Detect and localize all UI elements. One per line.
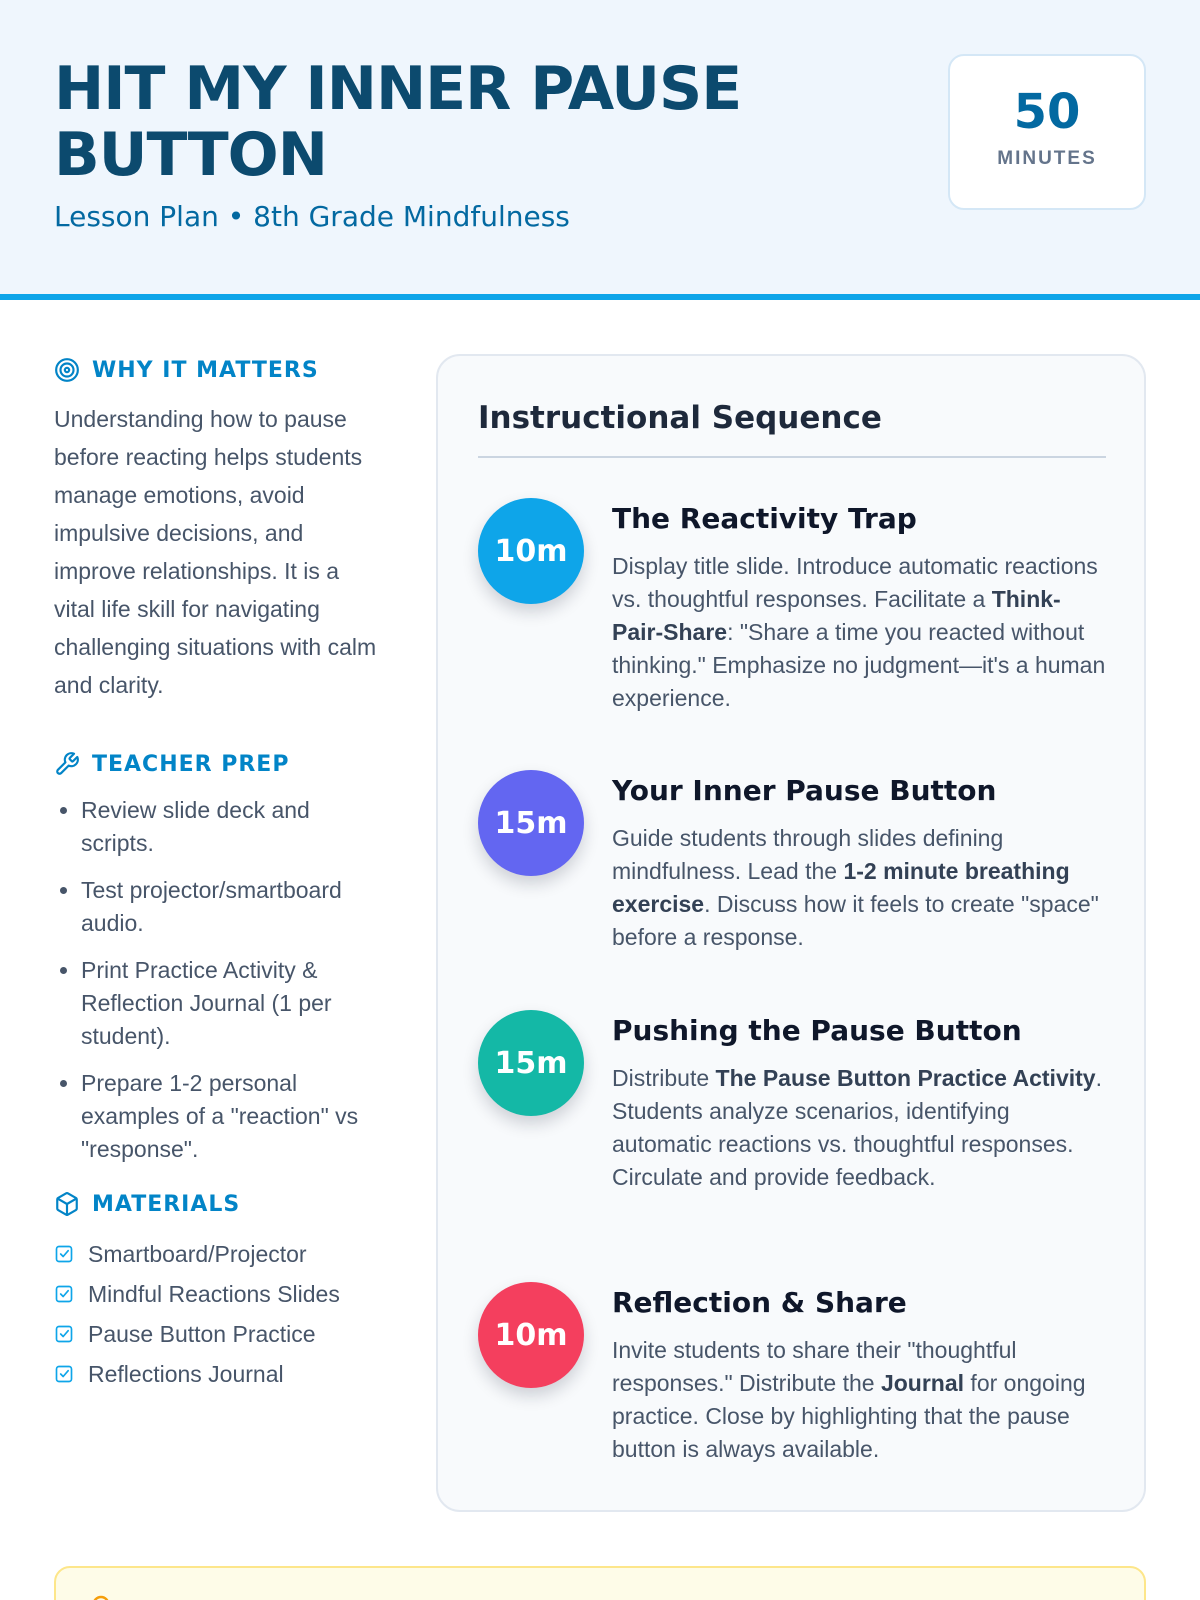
- why-text: Understanding how to pause before reacting helps students manage emotions, avoid impulsive decisions, and improve relationships. It is a vital life skill for navigating challenging situations with calm and clarity.: [54, 406, 377, 698]
- list-item: [54, 1274, 384, 1314]
- list-item: [54, 1234, 384, 1274]
- target-icon: [54, 357, 80, 383]
- list-item: • Review slide deck and scripts.: [81, 794, 384, 860]
- time-badge: 15m: [478, 770, 584, 876]
- list-item: • Print Practice Activity & Reflection Journal (1 per student).: [81, 954, 384, 1053]
- step-title: Pushing the Pause Button: [612, 1014, 1022, 1047]
- divider: [478, 456, 1106, 458]
- list-item: [54, 1354, 384, 1394]
- materials-heading: [54, 1184, 384, 1224]
- time-badge: 10m: [478, 1282, 584, 1388]
- step-description: Display title slide. Introduce automatic reactions vs. thoughtful responses. Facilitate a Think-Pair-Share: "Share a time you reacted without thinking." Emphasize no judgment—it's a human experience.: [612, 553, 1106, 711]
- duration-value: 50: [1013, 84, 1081, 140]
- step-title: Your Inner Pause Button: [612, 774, 997, 807]
- checkbox-checked-icon: [54, 1284, 74, 1304]
- lightbulb-icon: [86, 1592, 116, 1600]
- page-title: HIT MY INNER PAUSE BUTTON: [54, 54, 742, 190]
- duration-card: [948, 54, 1146, 210]
- list-item: [54, 1314, 384, 1354]
- materials-list: [54, 1234, 384, 1394]
- time-badge: 10m: [478, 498, 584, 604]
- time-badge: 15m: [478, 1010, 584, 1116]
- checkbox-checked-icon: [54, 1244, 74, 1264]
- page-subtitle: Lesson Plan • 8th Grade Mindfulness: [54, 200, 570, 233]
- duration-unit: MINUTES: [997, 148, 1097, 169]
- prep-heading: [54, 744, 384, 784]
- why-heading: [54, 350, 384, 390]
- why-heading-label: WHY IT MATTERS: [92, 357, 319, 383]
- step-title: Reflection & Share: [612, 1286, 907, 1319]
- materials-heading-label: MATERIALS: [92, 1191, 241, 1217]
- wrench-icon: [54, 751, 80, 777]
- material-label: Reflections Journal: [88, 1360, 284, 1387]
- prep-list: [54, 794, 384, 1166]
- checkbox-checked-icon: [54, 1364, 74, 1384]
- note-box: [54, 1566, 1146, 1600]
- material-label: Smartboard/Projector: [88, 1240, 307, 1267]
- page-header: [0, 0, 1200, 300]
- step-description: Invite students to share their "thoughtful responses." Distribute the Journal for ongoing practice. Close by highlighting that the pause button is always available.: [612, 1337, 1086, 1462]
- list-item: • Test projector/smartboard audio.: [81, 874, 384, 940]
- box-icon: [54, 1191, 80, 1217]
- checkbox-checked-icon: [54, 1324, 74, 1344]
- step-title: The Reactivity Trap: [612, 502, 917, 535]
- step-description: Distribute The Pause Button Practice Activity. Students analyze scenarios, identifying automatic reactions vs. thoughtful responses. Circulate and provide feedback.: [612, 1065, 1102, 1190]
- list-item: • Prepare 1-2 personal examples of a "reaction" vs "response".: [81, 1067, 384, 1166]
- sidebar: [54, 350, 384, 1394]
- sequence-title: Instructional Sequence: [478, 400, 882, 436]
- prep-heading-label: TEACHER PREP: [92, 751, 290, 777]
- step-description: Guide students through slides defining mindfulness. Lead the 1-2 minute breathing exercise. Discuss how it feels to create "space" before a response.: [612, 825, 1099, 950]
- material-label: Pause Button Practice: [88, 1320, 316, 1347]
- sequence-card: [436, 354, 1146, 1512]
- material-label: Mindful Reactions Slides: [88, 1280, 340, 1307]
